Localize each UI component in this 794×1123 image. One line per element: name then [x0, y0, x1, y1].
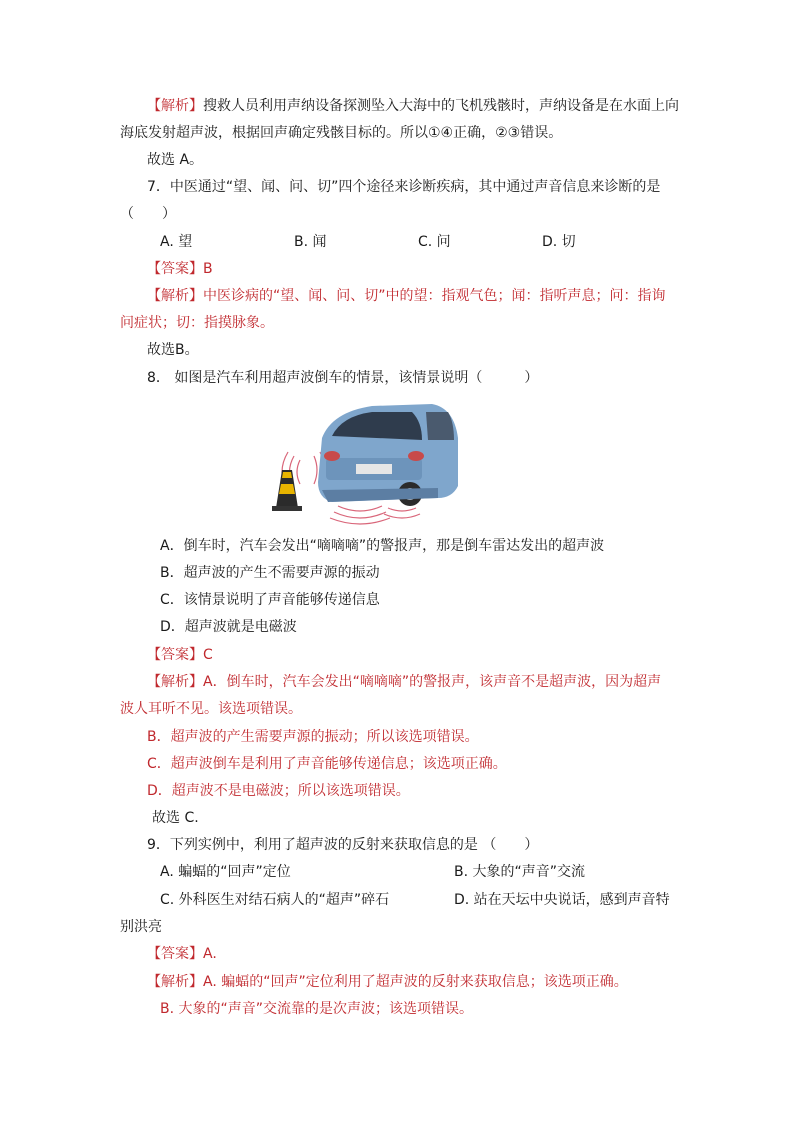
question-7-option-d: D. 切 — [542, 234, 576, 250]
analysis-tag: 【解析】 — [147, 98, 203, 114]
question-9-analysis — [147, 972, 628, 992]
question-8-answer — [147, 645, 213, 665]
car-reversing-figure — [262, 398, 460, 530]
question-7-option-c: C. 问 — [418, 234, 451, 250]
question-8-analysis — [147, 672, 661, 692]
answer-tag: 【答案】 — [147, 261, 203, 277]
question-8-option-d: D．超声波就是电磁波 — [160, 619, 297, 635]
question-8-option-b: B．超声波的产生不需要声源的振动 — [160, 565, 380, 581]
question-7-option-b: B. 闻 — [294, 234, 327, 250]
question-7-bracket: （ ） — [120, 206, 176, 222]
question-9-analysis-b: B. 大象的“声音”交流靠的是次声波；该选项错误。 — [160, 1001, 474, 1017]
question-9-option-c: C. 外科医生对结石病人的“超声”碎石 — [160, 892, 390, 908]
analysis-tag: 【解析】 — [147, 674, 203, 690]
question-8-selection: 故选 C. — [152, 810, 199, 826]
question-9-option-a: A. 蝙蝠的“回声”定位 — [160, 864, 291, 880]
question-9-option-d: D. 站在天坛中央说话，感到声音特 — [454, 892, 670, 908]
analysis-text: A. 蝙蝠的“回声”定位利用了超声波的反射来获取信息；该选项正确。 — [203, 974, 628, 990]
analysis-line-1 — [147, 96, 679, 116]
question-8-analysis-d: D．超声波不是电磁波；所以该选项错误。 — [147, 783, 410, 799]
question-8-option-a: A．倒车时，汽车会发出“嘀嘀嘀”的警报声，那是倒车雷达发出的超声波 — [160, 538, 605, 554]
question-7-selection: 故选B。 — [147, 342, 199, 358]
answer-value: A. — [203, 946, 217, 962]
question-9-option-b: B. 大象的“声音”交流 — [454, 864, 586, 880]
question-7-stem: 7．中医通过“望、闻、问、切”四个途径来诊断疾病，其中通过声音信息来诊断的是 — [147, 179, 661, 195]
question-7-answer — [147, 259, 213, 279]
analysis-tag: 【解析】 — [147, 288, 203, 304]
answer-value: C — [203, 647, 213, 663]
analysis-text: 中医诊病的“望、闻、问、切”中的望：指观气色；闻：指听声息；问：指询 — [203, 288, 666, 304]
question-8-stem: 8． 如图是汽车利用超声波倒车的情景，该情景说明（ ） — [147, 370, 539, 386]
question-7-analysis — [147, 286, 666, 306]
selection-line: 故选 A。 — [147, 152, 204, 168]
question-7-option-a: A. 望 — [160, 234, 193, 250]
answer-tag: 【答案】 — [147, 647, 203, 663]
analysis-text: 搜救人员利用声纳设备探测坠入大海中的飞机残骸时，声纳设备是在水面上向 — [203, 98, 679, 114]
question-9-answer — [147, 944, 217, 964]
question-9-option-d-cont: 别洪亮 — [120, 919, 162, 935]
question-8-option-c: C．该情景说明了声音能够传递信息 — [160, 592, 380, 608]
analysis-text: A．倒车时，汽车会发出“嘀嘀嘀”的警报声，该声音不是超声波，因为超声 — [203, 674, 662, 690]
answer-tag: 【答案】 — [147, 946, 203, 962]
question-8-analysis-2: 波人耳听不见。该选项错误。 — [120, 701, 302, 717]
question-8-analysis-c: C．超声波倒车是利用了声音能够传递信息；该选项正确。 — [147, 756, 507, 772]
question-8-analysis-b: B．超声波的产生需要声源的振动；所以该选项错误。 — [147, 729, 479, 745]
answer-value: B — [203, 261, 213, 277]
question-9-stem: 9．下列实例中，利用了超声波的反射来获取信息的是 （ ） — [147, 837, 539, 853]
analysis-tag: 【解析】 — [147, 974, 203, 990]
question-7-analysis-2: 问症状；切：指摸脉象。 — [120, 315, 274, 331]
car — [318, 404, 458, 506]
analysis-line-2: 海底发射超声波，根据回声确定残骸目标的。所以①④正确，②③错误。 — [120, 125, 563, 141]
